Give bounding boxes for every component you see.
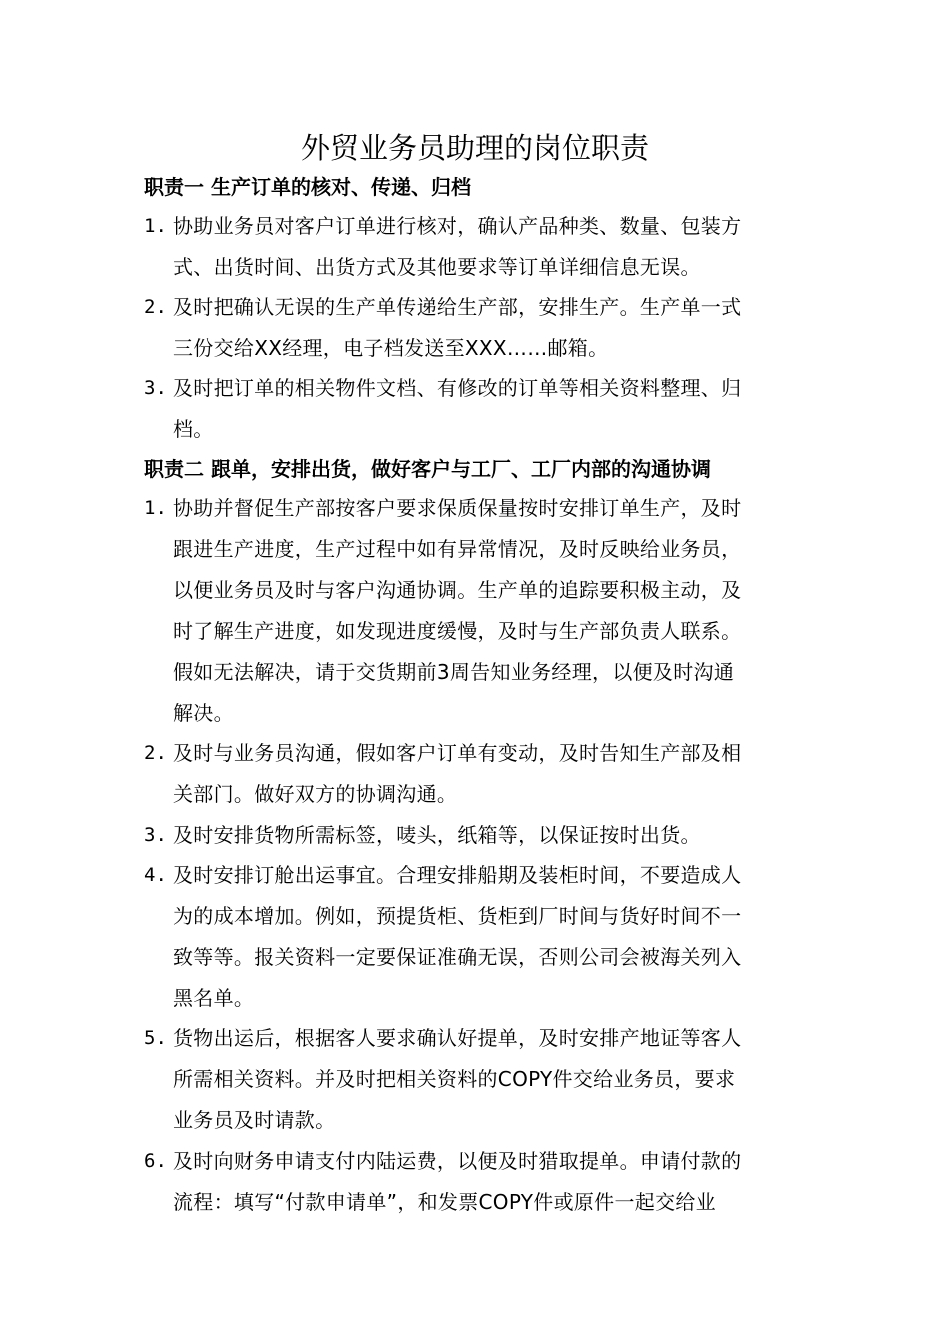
list-item-number: 3.: [144, 824, 167, 846]
text-line: 跟进生产进度，生产过程中如有异常情况，及时反映给业务员，: [173, 537, 742, 561]
document-title: 外贸业务员助理的岗位职责: [300, 131, 649, 165]
text-line: 及时与业务员沟通，假如客户订单有变动，及时告知生产部及相: [173, 741, 742, 765]
text-line: 业务员及时请款。: [173, 1108, 336, 1132]
text-line: 流程：填写“付款申请单”，和发票COPY件或原件一起交给业: [173, 1190, 716, 1214]
section-heading-1: 职责一 生产订单的核对、传递、归档: [144, 175, 471, 199]
list-item-text: [173, 488, 813, 734]
text-line: 以便业务员及时与客户沟通协调。生产单的追踪要积极主动，及: [173, 578, 742, 602]
text-line: 及时向财务申请支付内陆运费，以便及时猎取提单。申请付款的: [173, 1149, 742, 1173]
list-item-text: [173, 855, 813, 1019]
text-line: 货物出运后，根据客人要求确认好提单，及时安排产地证等客人: [173, 1026, 742, 1050]
list-item-number: 6.: [144, 1150, 167, 1172]
text-line: 致等等。报关资料一定要保证准确无误，否则公司会被海关列入: [173, 945, 742, 969]
list-item-text: [173, 1018, 813, 1141]
list-item-number: 1.: [144, 215, 167, 237]
list-item-text: [173, 1141, 813, 1223]
text-line: 及时把确认无误的生产单传递给生产部，安排生产。生产单一式: [173, 295, 742, 319]
text-line: 三份交给XX经理，电子档发送至XXX……邮箱。: [173, 336, 609, 360]
list-item-text: [173, 206, 813, 288]
text-line: 及时把订单的相关物件文档、有修改的订单等相关资料整理、归: [173, 376, 742, 400]
list-item-text: [173, 287, 813, 369]
list-item-text: [173, 368, 813, 450]
text-line: 协助业务员对客户订单进行核对，确认产品种类、数量、包装方: [173, 214, 742, 238]
text-line: 所需相关资料。并及时把相关资料的COPY件交给业务员，要求: [173, 1067, 736, 1091]
list-item-text: [173, 733, 813, 815]
list-item-number: 2.: [144, 296, 167, 318]
text-line: 黑名单。: [173, 986, 255, 1010]
text-line: 假如无法解决，请于交货期前3周告知业务经理，以便及时沟通: [173, 660, 735, 684]
text-line: 式、出货时间、出货方式及其他要求等订单详细信息无误。: [173, 255, 701, 279]
text-line: 档。: [173, 417, 214, 441]
text-line: 关部门。做好双方的协调沟通。: [173, 782, 458, 806]
text-line: 时了解生产进度，如发现进度缓慢，及时与生产部负责人联系。: [173, 619, 742, 643]
list-item-number: 5.: [144, 1027, 167, 1049]
text-line: 及时安排货物所需标签，唛头，纸箱等，以保证按时出货。: [173, 823, 701, 847]
text-line: 及时安排订舱出运事宜。合理安排船期及装柜时间，不要造成人: [173, 863, 742, 887]
list-item-number: 2.: [144, 742, 167, 764]
section-heading-2: 职责二 跟单，安排出货，做好客户与工厂、工厂内部的沟通协调: [144, 457, 711, 481]
list-item-number: 3.: [144, 377, 167, 399]
text-line: 为的成本增加。例如，预提货柜、货柜到厂时间与货好时间不一: [173, 904, 742, 928]
list-item-text: [173, 815, 813, 856]
list-item-number: 1.: [144, 497, 167, 519]
list-item-number: 4.: [144, 864, 167, 886]
text-line: 协助并督促生产部按客户要求保质保量按时安排订单生产，及时: [173, 496, 742, 520]
text-line: 解决。: [173, 701, 234, 725]
